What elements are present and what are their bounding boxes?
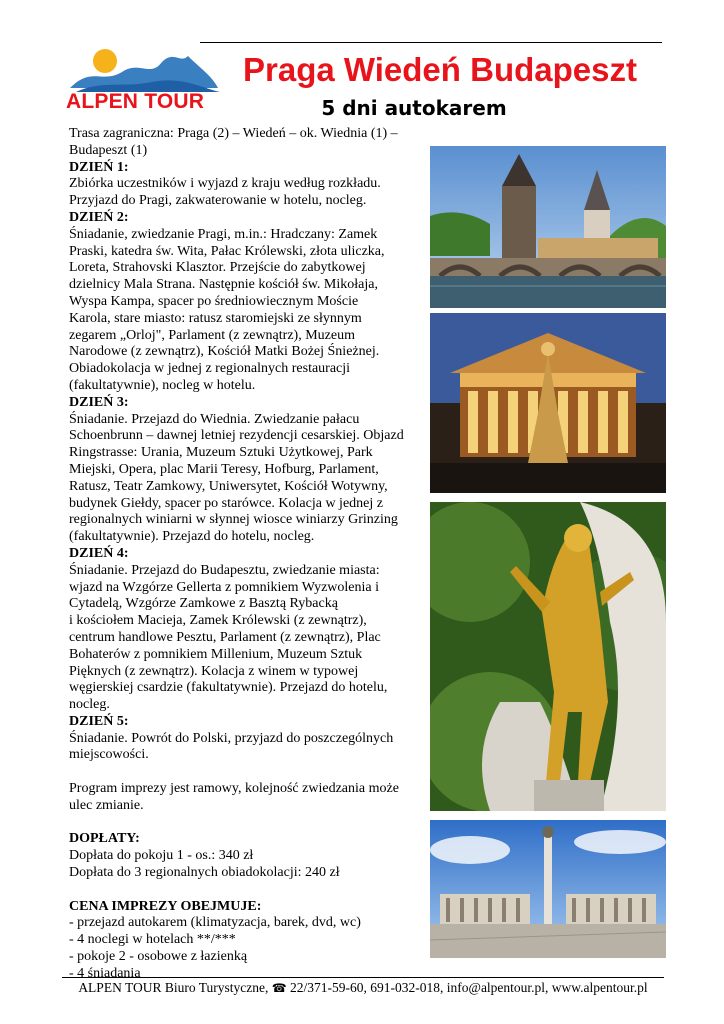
day-4-heading: DZIEŃ 4:: [69, 545, 129, 561]
day-3-line: Ratusz, Teatr Zamkowy, Uniwersytet, Kościół Wotywny,: [69, 478, 388, 494]
day-1-line: Przyjazd do Pragi, zakwaterowanie w hotelu, nocleg.: [69, 193, 367, 209]
day-2-line: Praski, katedra św. Wita, Pałac Królewski, złota uliczka,: [69, 243, 385, 259]
spacer: [69, 764, 431, 781]
day-3-line: Miejski, Opera, plac Marii Teresy, Hofburg, Parlament,: [69, 461, 379, 477]
day-2-line: Loreta, Strahovski Klasztor. Przejście do zabytkowej: [69, 260, 366, 276]
page-footer: [62, 980, 664, 996]
doplaty-line: Dopłata do pokoju 1 - os.: 340 zł: [69, 848, 254, 864]
golden-statue-photo: [430, 502, 666, 811]
day-3-line: (fakultatywnie). Przejazd do hotelu, nocleg.: [69, 529, 315, 545]
day-4-line: Pięknych (z zewnątrz). Kolacja z winem w typowej: [69, 663, 359, 679]
footer-rule: [62, 977, 664, 978]
day-3-line: regionalnych winiarni w słynnej wiosce winiarzy Grinzing: [69, 512, 398, 528]
day-5-heading: DZIEŃ 5:: [69, 713, 129, 729]
day-3-line: Śniadanie. Przejazd do Wiednia. Zwiedzanie pałacu: [69, 411, 360, 427]
day-4-line: i kościołem Macieja, Zamek Królewski (z zewnątrz),: [69, 613, 367, 629]
day-2-line: Obiadokolacja w jednej z regionalnych restauracji: [69, 361, 351, 377]
day-4-line: wjazd na Wzgórze Gellerta z pomnikiem Wyzwolenia i: [69, 579, 380, 595]
day-4-line: Bohaterów z pomnikiem Millenium, Muzeum Sztuk: [69, 646, 363, 662]
footer-contact: 22/371-59-60, 691-032-018, info@alpentour.pl, www.alpentour.pl: [290, 980, 648, 995]
spacer: [69, 882, 431, 899]
day-2-line: Wyspa Kampa, spacer po średniowiecznym Moście: [69, 293, 359, 309]
phone-icon: ☎: [271, 981, 287, 995]
doplaty-heading: DOPŁATY:: [69, 831, 140, 847]
day-3-line: Ringstrasse: Urania, Muzeum Sztuki Użytkowej, Park: [69, 445, 373, 461]
cena-line: - przejazd autokarem (klimatyzacja, barek, dvd, wc): [69, 915, 361, 931]
day-2-line: Narodowe (z zewnątrz), Kościół Matki Bożej Śnieżnej.: [69, 344, 380, 360]
note-line: Program imprezy jest ramowy, kolejność zwiedzania może: [69, 781, 399, 797]
spacer: [69, 815, 431, 832]
day-3-line: Schoenbrunn – dawnej letniej rezydencji cesarskiej. Objazd: [69, 428, 404, 444]
day-5-line: Śniadanie. Powrót do Polski, przyjazd do poszczególnych: [69, 730, 394, 746]
cena-heading: CENA IMPREZY OBEJMUJE:: [69, 898, 262, 914]
day-4-line: Cytadelą, Wzgórze Zamkowe z Basztą Rybacką: [69, 596, 338, 612]
prague-bridge-photo: [430, 146, 666, 308]
day-2-line: dzielnicy Mala Strana. Następnie kościół św. Mikołaja,: [69, 277, 378, 293]
day-3-line: budynek Giełdy, spacer po starówce. Kolacja w jednej z: [69, 495, 383, 511]
cena-line: - 4 śniadania: [69, 965, 141, 981]
page-subtitle: 5 dni autokarem: [321, 96, 507, 120]
route-line: Trasa zagraniczna: Praga (2) – Wiedeń – ok. Wiednia (1) – Budapeszt (1): [69, 126, 398, 158]
day-2-line: zegarem „Orloj", Parlament (z zewnątrz), Muzeum: [69, 327, 355, 343]
day-2-line: Śniadanie, zwiedzanie Pragi, m.in.: Hradczany: Zamek: [69, 226, 378, 242]
day-2-line: Karola, stare miasto: ratusz staromiejski ze słynnym: [69, 310, 362, 326]
logo-text: ALPEN TOUR: [66, 90, 205, 113]
day-1-heading: DZIEŃ 1:: [69, 159, 129, 175]
heroes-square-photo: [430, 820, 666, 958]
day-4-line: węgierskiej csardzie (fakultatywnie). Przejazd do hotelu,: [69, 680, 388, 696]
footer-company: ALPEN TOUR Biuro Turystyczne,: [78, 980, 269, 995]
doplaty-line: Dopłata do 3 regionalnych obiadokolacji: 240 zł: [69, 865, 340, 881]
day-3-heading: DZIEŃ 3:: [69, 394, 129, 410]
cena-line: - pokoje 2 - osobowe z łazienką: [69, 949, 248, 965]
alpen-tour-logo: [62, 48, 222, 116]
day-2-line: (fakultatywnie), nocleg w hotelu.: [69, 377, 256, 393]
day-4-line: centrum handlowe Pesztu, Parlament (z zewnątrz), Plac: [69, 629, 381, 645]
itinerary-text: [69, 126, 431, 983]
top-rule: [200, 42, 662, 43]
cena-line: - 4 noclegi w hotelach **/***: [69, 932, 236, 948]
day-2-heading: DZIEŃ 2:: [69, 209, 129, 225]
page-title: Praga Wiedeń Budapeszt: [243, 51, 637, 88]
day-5-line: miejscowości.: [69, 747, 149, 763]
note-line: ulec zmianie.: [69, 797, 144, 813]
day-4-line: nocleg.: [69, 697, 110, 713]
day-4-line: Śniadanie. Przejazd do Budapesztu, zwiedzanie miasta:: [69, 562, 380, 578]
day-1-line: Zbiórka uczestników i wyjazd z kraju według rozkładu.: [69, 176, 381, 192]
vienna-parliament-photo: [430, 313, 666, 493]
mountain-sun-icon: [62, 48, 222, 96]
